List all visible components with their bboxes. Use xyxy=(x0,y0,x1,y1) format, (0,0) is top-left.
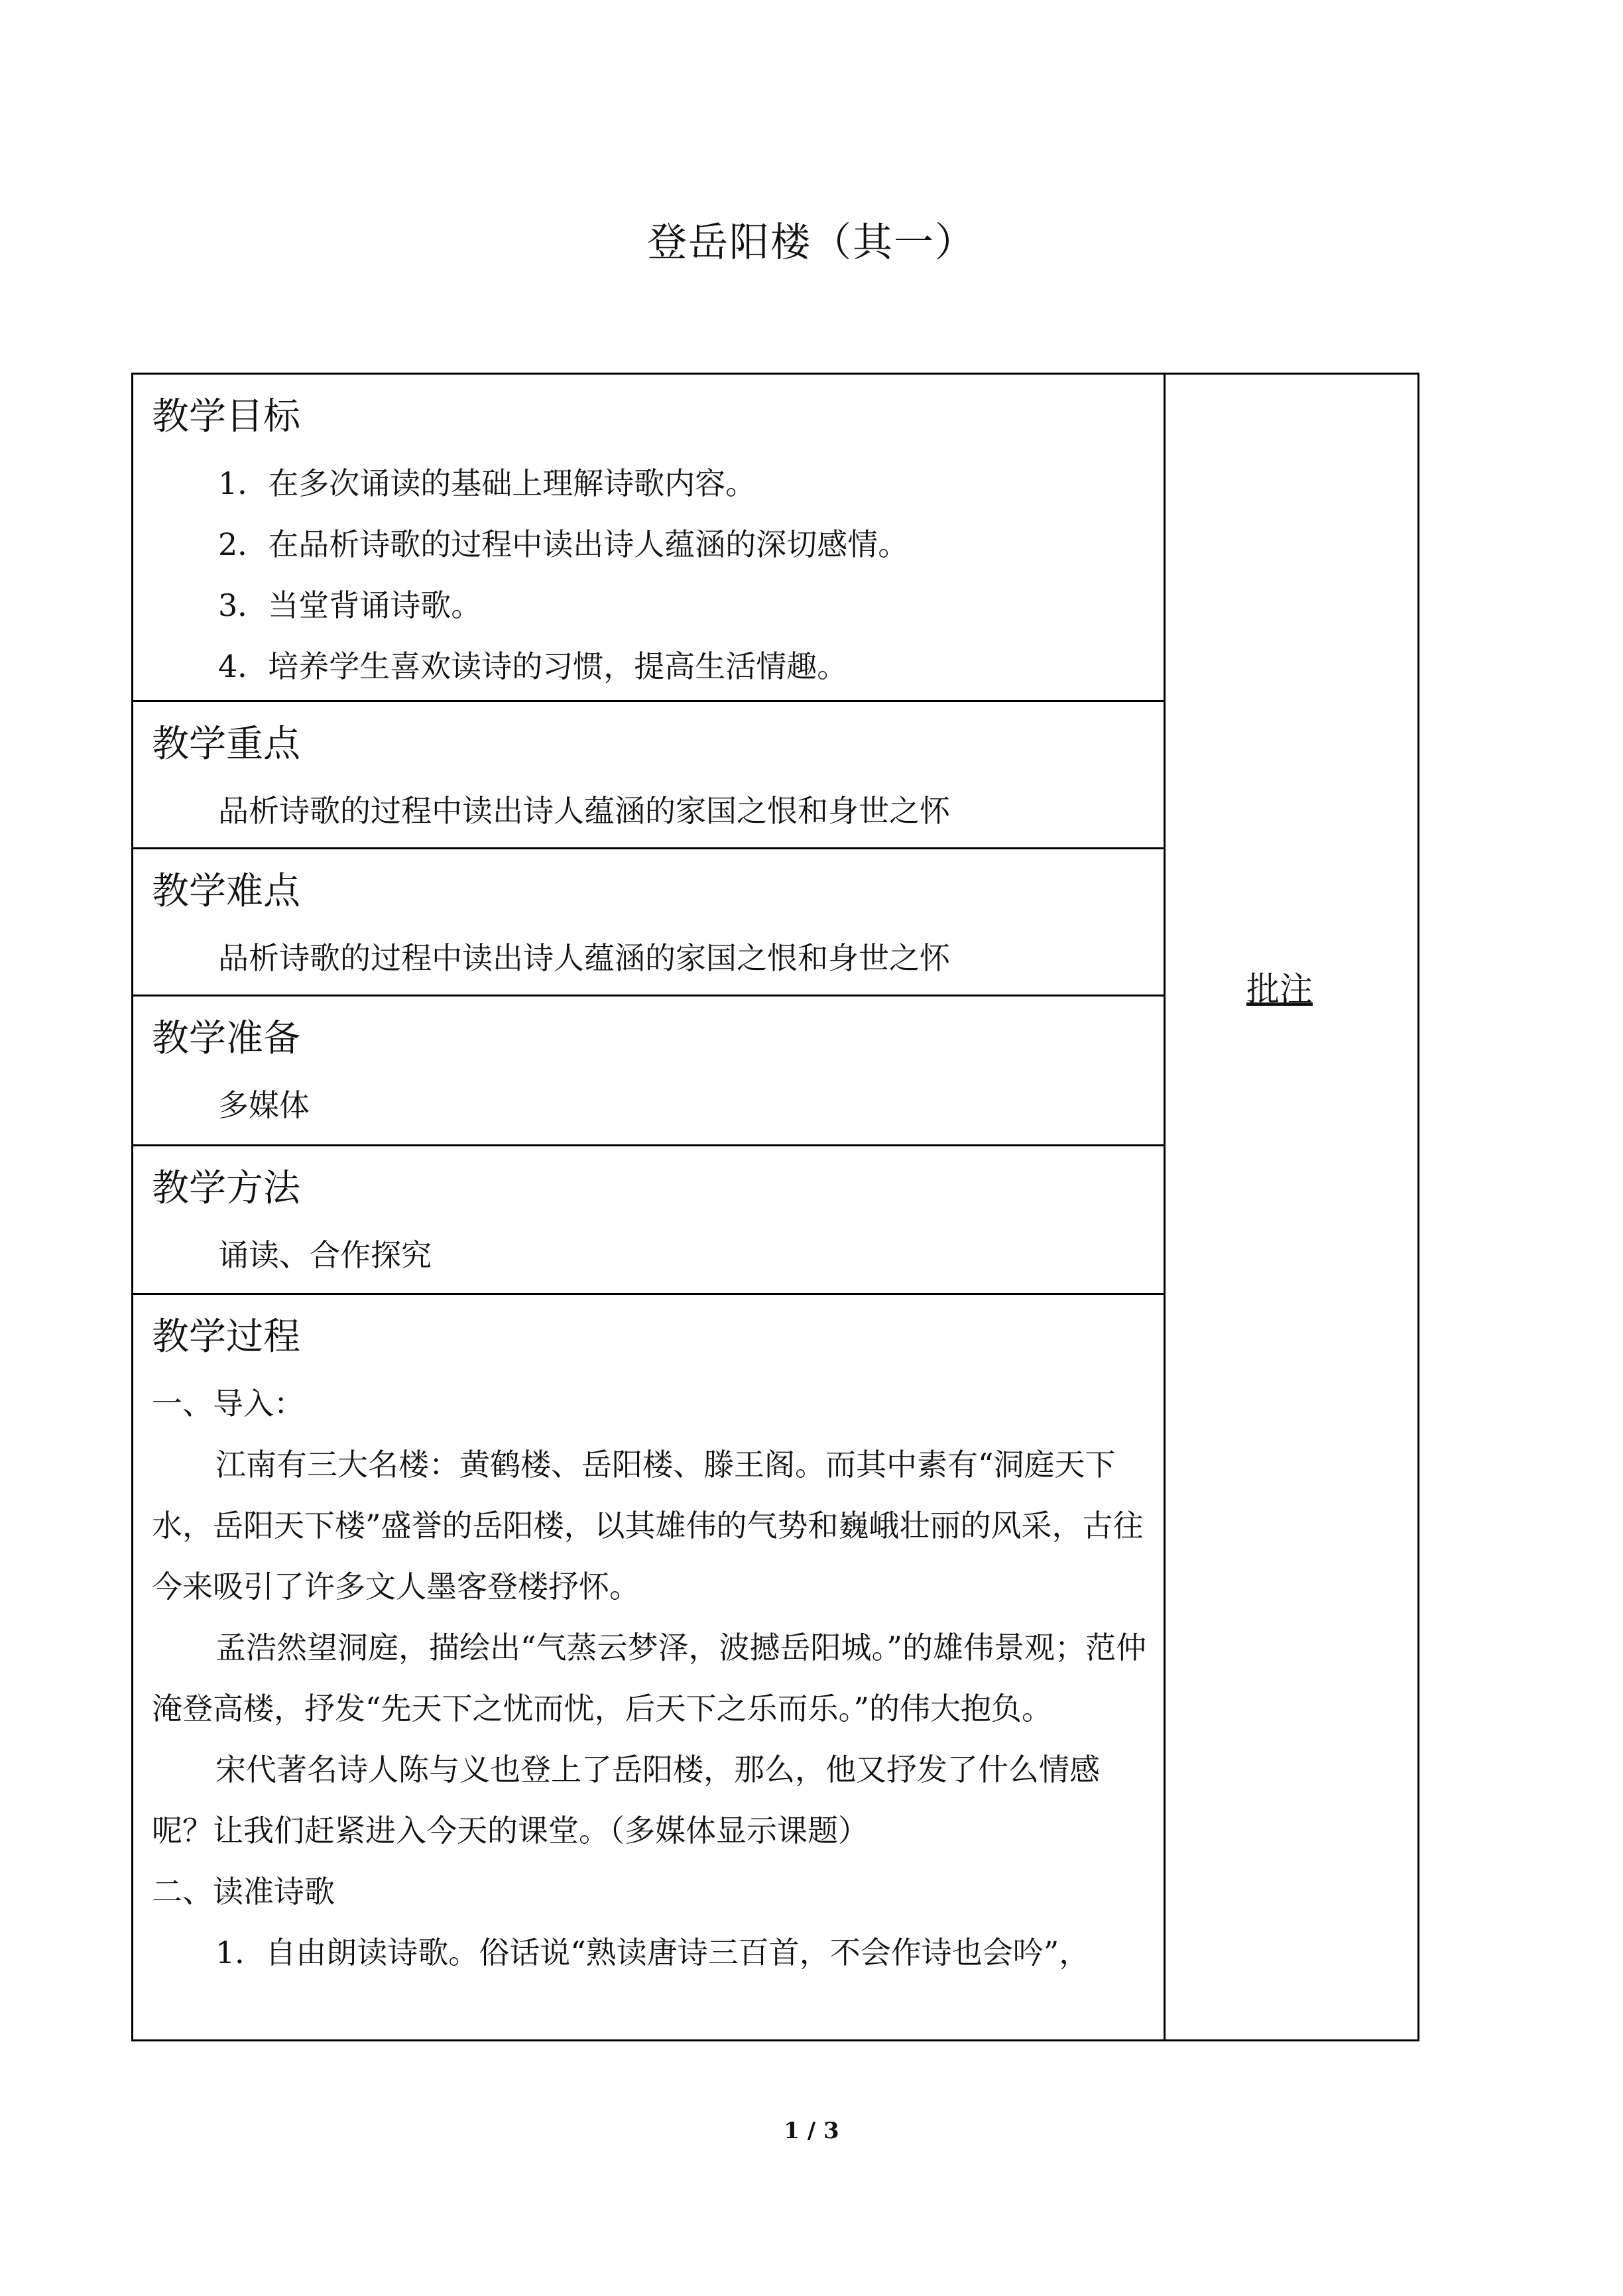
key-points-text: 品析诗歌的过程中读出诗人蕴涵的家国之恨和身世之怀 xyxy=(218,793,950,829)
intro-title: 一、导入： xyxy=(152,1386,304,1421)
difficulties-cell xyxy=(133,849,1165,996)
preparation-heading: 教学准备 xyxy=(152,1017,300,1060)
goals-cell xyxy=(133,374,1165,701)
read-title: 二、读准诗歌 xyxy=(152,1874,335,1909)
difficulties-text: 品析诗歌的过程中读出诗人蕴涵的家国之恨和身世之怀 xyxy=(218,940,950,976)
goal-item: 4．培养学生喜欢读诗的习惯，提高生活情趣。 xyxy=(218,648,848,684)
read-item: 1．自由朗读诗歌。俗话说“熟读唐诗三百首，不会作诗也会吟”， xyxy=(215,1935,1090,1970)
goal-item: 2．在品析诗歌的过程中读出诗人蕴涵的深切感情。 xyxy=(218,526,909,562)
process-paragraph: 宋代著名诗人陈与义也登上了岳阳楼，那么，他又抒发了什么情感呢？让我们赶紧进入今天的课堂。（多媒体显示课题） xyxy=(152,1752,1100,1848)
goals-heading: 教学目标 xyxy=(152,395,300,438)
process-paragraph: 江南有三大名楼：黄鹤楼、岳阳楼、滕王阁。而其中素有“洞庭天下水，岳阳天下楼”盛誉的岳阳楼，以其雄伟的气势和巍峨壮丽的风采，古往今来吸引了许多文人墨客登楼抒怀。 xyxy=(152,1447,1144,1604)
notes-column xyxy=(1165,374,1419,2041)
page-title: 登岳阳楼（其一） xyxy=(647,219,976,266)
notes-label: 批注 xyxy=(1246,970,1313,1008)
goal-item: 1．在多次诵读的基础上理解诗歌内容。 xyxy=(218,465,756,501)
key-points-heading: 教学重点 xyxy=(152,723,300,766)
process-paragraph: 孟浩然望洞庭，描绘出“气蒸云梦泽，波撼岳阳城。”的雄伟景观；范仲淹登高楼，抒发“先天下之忧而忧，后天下之乐而乐。”的伟大抱负。 xyxy=(152,1630,1147,1726)
preparation-cell xyxy=(133,996,1165,1146)
methods-cell xyxy=(133,1146,1165,1294)
methods-heading: 教学方法 xyxy=(152,1167,300,1210)
methods-text: 诵读、合作探究 xyxy=(218,1237,432,1273)
preparation-text: 多媒体 xyxy=(218,1087,310,1123)
goal-item: 3．当堂背诵诗歌。 xyxy=(218,587,482,623)
process-cell xyxy=(133,1294,1165,2041)
key-points-cell xyxy=(133,701,1165,849)
lesson-plan-table xyxy=(131,373,1419,2041)
difficulties-heading: 教学难点 xyxy=(152,870,300,913)
process-heading: 教学过程 xyxy=(152,1315,300,1359)
page-number: 1 / 3 xyxy=(784,2118,839,2144)
